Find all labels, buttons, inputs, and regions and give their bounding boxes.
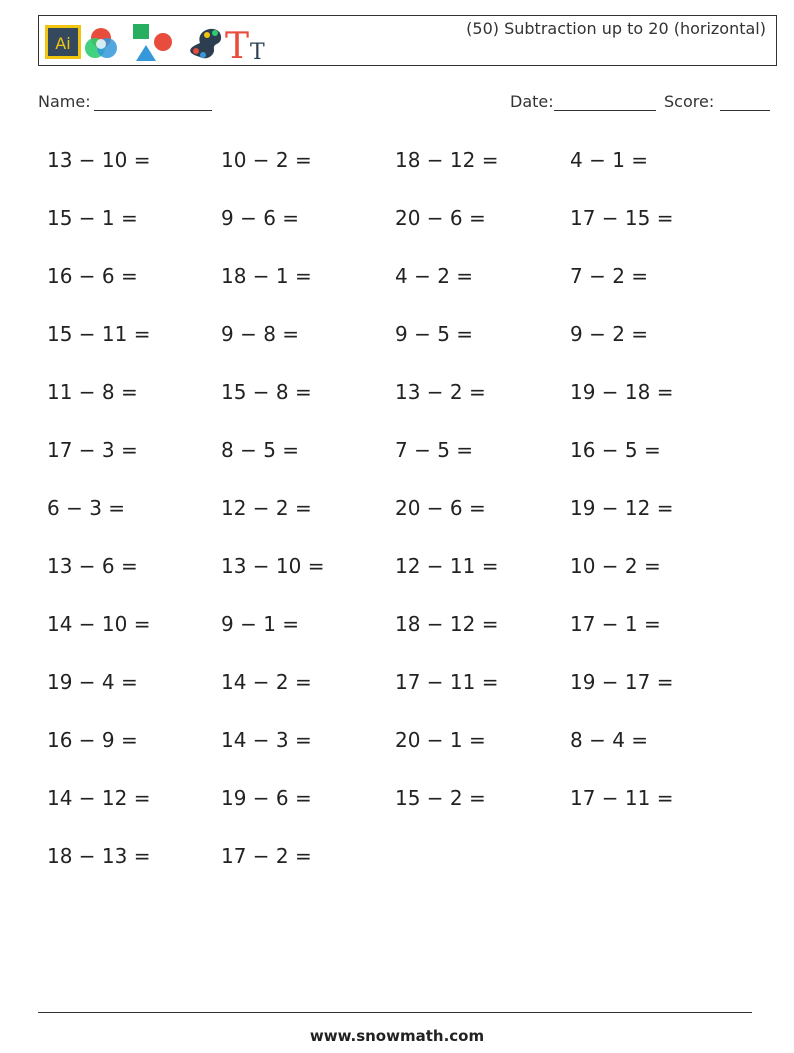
problem-item: 19 − 12 = [570, 496, 674, 520]
svg-text:Ai: Ai [55, 34, 71, 53]
problem-item: 19 − 6 = [221, 786, 312, 810]
problem-item: 16 − 6 = [47, 264, 138, 288]
student-fields [38, 92, 770, 116]
problem-item: 12 − 2 = [221, 496, 312, 520]
problem-item: 11 − 8 = [47, 380, 138, 404]
problem-item: 20 − 6 = [395, 206, 486, 230]
worksheet-header [38, 15, 777, 66]
color-circles-icon [85, 28, 117, 58]
score-blank[interactable] [720, 110, 770, 111]
text-tt-icon [225, 26, 265, 63]
problem-item: 13 − 10 = [47, 148, 151, 172]
problem-item: 19 − 17 = [570, 670, 674, 694]
problem-item: 17 − 3 = [47, 438, 138, 462]
problem-item: 15 − 1 = [47, 206, 138, 230]
problem-item: 9 − 6 = [221, 206, 300, 230]
problem-item: 14 − 12 = [47, 786, 151, 810]
problem-item: 17 − 11 = [395, 670, 499, 694]
problem-item: 17 − 11 = [570, 786, 674, 810]
name-blank[interactable] [94, 110, 212, 111]
problem-item: 19 − 4 = [47, 670, 138, 694]
problem-item: 9 − 8 = [221, 322, 300, 346]
problem-item: 8 − 4 = [570, 728, 649, 752]
problem-item: 14 − 3 = [221, 728, 312, 752]
problem-item: 8 − 5 = [221, 438, 300, 462]
problem-item: 10 − 2 = [221, 148, 312, 172]
problem-item: 18 − 12 = [395, 148, 499, 172]
problem-item: 9 − 5 = [395, 322, 474, 346]
problem-item: 13 − 10 = [221, 554, 325, 578]
problem-item: 17 − 2 = [221, 844, 312, 868]
palette-icon [190, 29, 221, 58]
problem-item: 18 − 13 = [47, 844, 151, 868]
problem-item: 10 − 2 = [570, 554, 661, 578]
problem-item: 7 − 2 = [570, 264, 649, 288]
problem-item: 18 − 1 = [221, 264, 312, 288]
footer-divider [38, 1012, 752, 1013]
problem-item: 7 − 5 = [395, 438, 474, 462]
problem-item: 20 − 6 = [395, 496, 486, 520]
problem-item: 14 − 2 = [221, 670, 312, 694]
ai-icon [45, 25, 81, 59]
date-blank[interactable] [554, 110, 656, 111]
problem-item: 4 − 2 = [395, 264, 474, 288]
footer-website: www.snowmath.com [309, 1027, 485, 1045]
svg-text:T: T [250, 40, 265, 63]
problem-item: 13 − 2 = [395, 380, 486, 404]
problem-item: 15 − 8 = [221, 380, 312, 404]
header-icons [45, 21, 275, 63]
problem-item: 9 − 2 = [570, 322, 649, 346]
score-label: Score: [664, 92, 715, 111]
problem-item: 16 − 5 = [570, 438, 661, 462]
problem-item: 14 − 10 = [47, 612, 151, 636]
date-label: Date: [510, 92, 554, 111]
name-label: Name: [38, 92, 91, 111]
problem-item: 6 − 3 = [47, 496, 126, 520]
problem-item: 15 − 2 = [395, 786, 486, 810]
problem-item: 12 − 11 = [395, 554, 499, 578]
problem-item: 17 − 15 = [570, 206, 674, 230]
problem-item: 18 − 12 = [395, 612, 499, 636]
problem-item: 16 − 9 = [47, 728, 138, 752]
problem-item: 15 − 11 = [47, 322, 151, 346]
svg-text:T: T [225, 26, 250, 63]
problem-item: 19 − 18 = [570, 380, 674, 404]
problem-item: 20 − 1 = [395, 728, 486, 752]
worksheet-title: (50) Subtraction up to 20 (horizontal) [466, 19, 766, 38]
shapes-icon [133, 24, 172, 61]
problem-item: 17 − 1 = [570, 612, 661, 636]
problem-item: 13 − 6 = [47, 554, 138, 578]
problem-item: 4 − 1 = [570, 148, 649, 172]
problem-item: 9 − 1 = [221, 612, 300, 636]
